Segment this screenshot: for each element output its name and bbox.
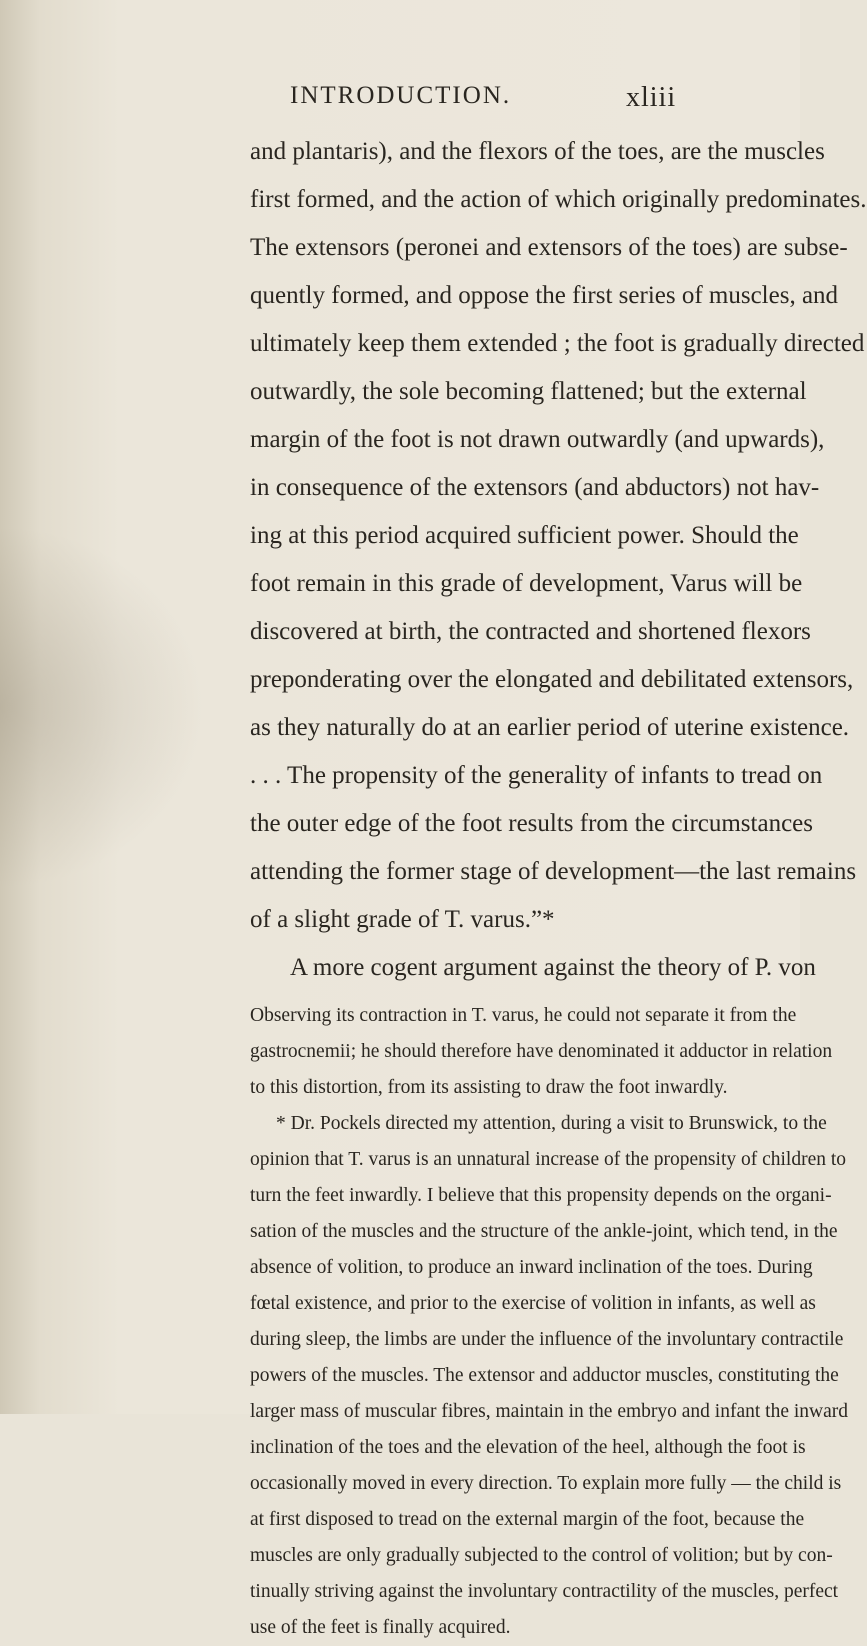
text-line: use of the feet is finally acquired. xyxy=(250,1617,511,1638)
footnote xyxy=(250,1106,849,1646)
text-line: A more cogent argument against the theory of P. von xyxy=(290,954,816,981)
text-line: at first disposed to tread on the external margin of the foot, because the xyxy=(250,1509,805,1530)
text-line: and plantaris), and the flexors of the toes, are the muscles xyxy=(250,138,825,165)
text-line: attending the former stage of development—the last remains xyxy=(250,858,857,885)
text-line: occasionally moved in every direction. To explain more fully — the child is xyxy=(250,1473,842,1494)
running-head xyxy=(0,82,800,122)
text-line: during sleep, the limbs are under the influence of the involuntary contractile xyxy=(250,1329,844,1350)
text-line: The extensors (peronei and extensors of the toes) are subse- xyxy=(250,234,848,261)
text-line: opinion that T. varus is an unnatural increase of the propensity of children to xyxy=(250,1149,847,1170)
text-line: fœtal existence, and prior to the exercise of volition in infants, as well as xyxy=(250,1293,816,1314)
text-line: sation of the muscles and the structure of the ankle-joint, which tend, in the xyxy=(250,1221,838,1242)
text-line: quently formed, and oppose the first series of muscles, and xyxy=(250,282,839,309)
text-line: powers of the muscles. The extensor and adductor muscles, constituting the xyxy=(250,1365,839,1386)
text-line: as they naturally do at an earlier period of uterine existence. xyxy=(250,714,850,741)
text-line: gastrocnemii; he should therefore have denominated it adductor in relation xyxy=(250,1041,833,1062)
text-line: first formed, and the action of which originally predominates. xyxy=(250,186,867,213)
page-number: xliii xyxy=(626,82,677,113)
text-line: muscles are only gradually subjected to the control of volition; but by con- xyxy=(250,1545,833,1566)
text-line: Observing its contraction in T. varus, he could not separate it from the xyxy=(250,1005,797,1026)
text-line: larger mass of muscular fibres, maintain in the embryo and infant the inward xyxy=(250,1401,849,1422)
text-line: the outer edge of the foot results from the circumstances xyxy=(250,810,814,837)
text-line: foot remain in this grade of development, Varus will be xyxy=(250,570,803,597)
text-line: of a slight grade of T. varus.”* xyxy=(250,906,555,933)
text-line: outwardly, the sole becoming flattened; but the external xyxy=(250,378,807,405)
text-line: discovered at birth, the contracted and shortened flexors xyxy=(250,618,811,645)
text-line: . . . The propensity of the generality of infants to tread on xyxy=(250,762,823,789)
text-line: to this distortion, from its assisting to draw the foot inwardly. xyxy=(250,1077,728,1098)
footnote-continuation xyxy=(250,998,833,1106)
body-paragraph xyxy=(250,128,867,992)
running-head-title: INTRODUCTION. xyxy=(290,82,512,109)
text-line: ultimately keep them extended ; the foot is gradually directed xyxy=(250,330,865,357)
text-line: in consequence of the extensors (and abductors) not hav- xyxy=(250,474,820,501)
text-line: inclination of the toes and the elevation of the heel, although the foot is xyxy=(250,1437,806,1458)
text-line: absence of volition, to produce an inward inclination of the toes. During xyxy=(250,1257,813,1278)
text-line: * Dr. Pockels directed my attention, during a visit to Brunswick, to the xyxy=(276,1113,827,1134)
text-line: ing at this period acquired sufficient power. Should the xyxy=(250,522,799,549)
text-line: margin of the foot is not drawn outwardly (and upwards), xyxy=(250,426,825,453)
text-line: tinually striving against the involuntary contractility of the muscles, perfect xyxy=(250,1581,839,1602)
text-line: turn the feet inwardly. I believe that this propensity depends on the organi- xyxy=(250,1185,832,1206)
text-line: preponderating over the elongated and debilitated extensors, xyxy=(250,666,854,693)
